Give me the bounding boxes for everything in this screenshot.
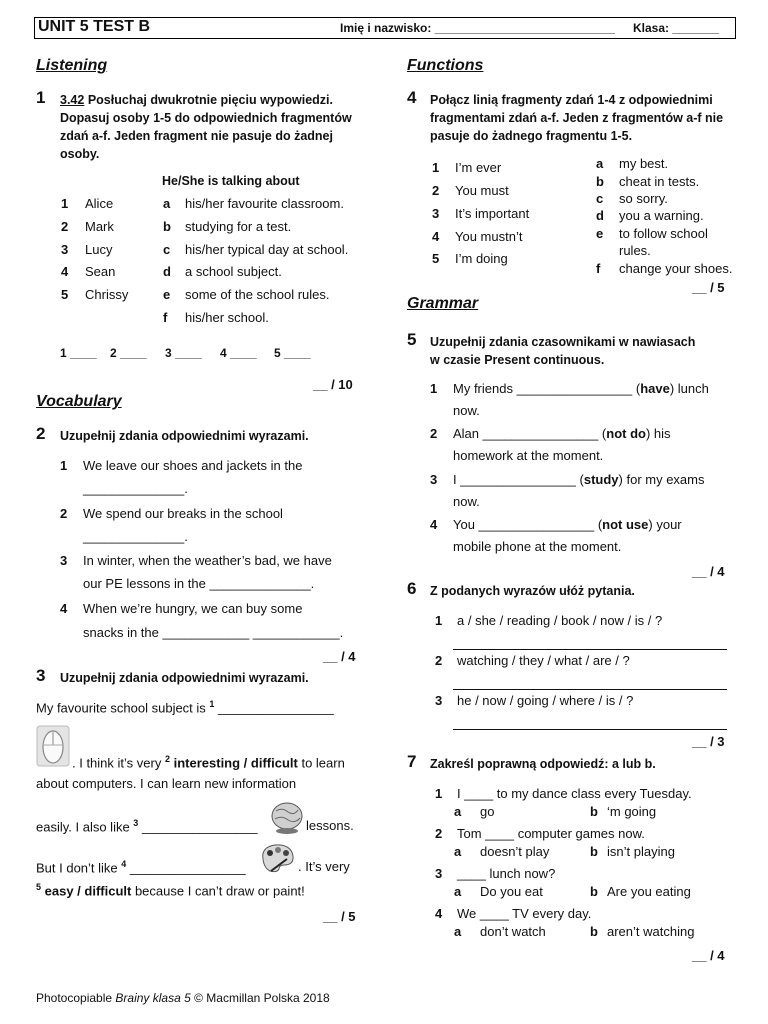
- option-text: a school subject.: [185, 264, 282, 279]
- computer-mouse-icon: [36, 725, 70, 767]
- gap-text: easily. I also like: [36, 819, 134, 835]
- option-letter-b: b: [590, 884, 598, 899]
- item-number: 3: [60, 553, 68, 568]
- option-a[interactable]: Do you eat: [480, 884, 543, 899]
- option-b[interactable]: aren’t watching: [607, 924, 695, 939]
- footer-book-title: Brainy klasa 5: [115, 991, 191, 1005]
- exercise-2-score: __ / 4: [323, 649, 356, 664]
- exercise-1-instruction: [60, 91, 360, 163]
- exercise-1-number: 1: [36, 88, 46, 107]
- person-name: Lucy: [85, 242, 113, 257]
- question-text: I ____ to my dance class every Tuesday.: [457, 786, 692, 801]
- sentence-line: When we’re hungry, we can buy some: [83, 601, 303, 616]
- gap-blank[interactable]: ________________: [141, 819, 258, 835]
- item-number: 2: [435, 826, 443, 841]
- footer-copyright: © Macmillan Polska 2018: [190, 991, 330, 1005]
- vocabulary-heading: Vocabulary: [36, 393, 122, 410]
- person-name: Sean: [85, 264, 116, 279]
- sentence-blank[interactable]: snacks in the ____________ ____________.: [83, 625, 344, 640]
- answer-blank[interactable]: 2 ____: [110, 346, 147, 360]
- verb-prompt: have: [640, 381, 670, 396]
- option-b[interactable]: ‘m going: [607, 804, 657, 819]
- question-text: We ____ TV every day.: [457, 906, 592, 921]
- person-number: 3: [61, 242, 69, 257]
- unit-title: UNIT 5 TEST B: [38, 18, 151, 35]
- gap-blank[interactable]: ________________: [218, 700, 334, 716]
- option-b[interactable]: isn’t playing: [607, 844, 675, 859]
- sentence-text: ) his: [645, 426, 671, 441]
- answer-line[interactable]: [453, 649, 727, 650]
- gap-text: . I think it’s very: [72, 755, 165, 771]
- exercise-5-instruction-line-1: Uzupełnij zdania czasownikami w nawiasach: [430, 335, 696, 349]
- option-letter: d: [163, 264, 171, 279]
- exercise-7-number: 7: [407, 752, 417, 771]
- gap-number: 5: [36, 882, 42, 892]
- exercise-5-score: __ / 4: [692, 564, 725, 579]
- option-letter-b: b: [590, 844, 598, 859]
- exercise-6-number: 6: [407, 579, 417, 598]
- option-text: some of the school rules.: [185, 287, 330, 302]
- person-name: Chrissy: [85, 287, 129, 302]
- item-number: 3: [435, 693, 443, 708]
- sentence-end: cheat in tests.: [619, 174, 700, 189]
- option-a[interactable]: doesn’t play: [480, 844, 550, 859]
- verb-sentence[interactable]: [453, 426, 671, 441]
- option-letter: e: [596, 226, 604, 241]
- sentence-text: mobile phone at the moment.: [453, 539, 622, 554]
- verb-sentence[interactable]: [453, 472, 705, 487]
- person-number: 2: [61, 219, 69, 234]
- verb-sentence[interactable]: [453, 517, 682, 532]
- sentence-text: ) your: [648, 517, 682, 532]
- class-field-label[interactable]: Klasa: _______: [633, 21, 720, 35]
- sentence-text: You ________________ (: [453, 517, 603, 532]
- gap-number: 4: [121, 859, 127, 869]
- answer-blank[interactable]: 5 ____: [274, 346, 311, 360]
- exercise-5-number: 5: [407, 330, 417, 349]
- header-box: [34, 17, 736, 39]
- gap-choice[interactable]: easy / difficult: [44, 883, 132, 899]
- footer: [36, 991, 330, 1005]
- sentence-text: I ________________ (: [453, 472, 584, 487]
- sentence-end: to follow school: [619, 226, 708, 241]
- listening-column-header: He/She is talking about: [162, 174, 300, 188]
- gap-number: 2: [164, 754, 170, 764]
- exercise-5-instruction-line-2: w czasie Present continuous.: [430, 353, 605, 367]
- option-text: studying for a test.: [185, 219, 292, 234]
- answer-blank[interactable]: 1 ____: [60, 346, 97, 360]
- option-letter-a: a: [454, 844, 462, 859]
- option-letter-a: a: [454, 884, 462, 899]
- exercise-3-instruction: Uzupełnij zdania odpowiednimi wyrazami.: [60, 671, 309, 685]
- gap-text-line-2: [72, 754, 345, 770]
- word-prompt: watching / they / what / are / ?: [457, 653, 630, 668]
- option-letter: f: [163, 310, 168, 325]
- option-letter: c: [163, 242, 171, 257]
- item-number: 5: [432, 251, 440, 266]
- gap-text: . It’s very: [298, 859, 350, 874]
- sentence-text: ) for my exams: [618, 472, 705, 487]
- listening-score: __ / 10: [313, 377, 353, 392]
- globe-icon: [268, 801, 306, 835]
- sentence-line: We leave our shoes and jackets in the: [83, 458, 303, 473]
- option-letter-a: a: [454, 804, 462, 819]
- gap-text-line-5: [36, 859, 246, 875]
- option-letter: f: [596, 261, 601, 276]
- listening-heading: Listening: [36, 57, 108, 74]
- gap-text-line-1: [36, 699, 334, 715]
- item-number: 2: [60, 506, 68, 521]
- word-prompt: he / now / going / where / is / ?: [457, 693, 634, 708]
- gap-text-line-4: [36, 818, 258, 834]
- verb-sentence[interactable]: [453, 381, 709, 396]
- gap-blank[interactable]: ________________: [129, 860, 246, 876]
- gap-number: 3: [133, 818, 139, 828]
- person-number: 1: [61, 196, 69, 211]
- item-number: 4: [435, 906, 443, 921]
- sentence-blank[interactable]: ______________.: [83, 481, 188, 496]
- name-field-label[interactable]: Imię i nazwisko: ___________________________: [340, 21, 615, 35]
- paint-palette-icon: [257, 841, 297, 875]
- option-a[interactable]: go: [480, 804, 495, 819]
- exercise-6-instruction: Z podanych wyrazów ułóż pytania.: [430, 584, 635, 598]
- sentence-text: ) lunch: [669, 381, 709, 396]
- option-letter: b: [596, 174, 604, 189]
- sentence-blank[interactable]: ______________.: [83, 529, 188, 544]
- option-letter: d: [596, 208, 604, 223]
- gap-choice[interactable]: interesting / difficult: [173, 755, 298, 771]
- item-number: 4: [430, 517, 438, 532]
- sentence-blank[interactable]: our PE lessons in the ______________.: [83, 576, 315, 591]
- item-number: 1: [435, 786, 443, 801]
- answer-line[interactable]: [453, 689, 727, 690]
- sentence-end: you a warning.: [619, 208, 704, 223]
- option-text: his/her typical day at school.: [185, 242, 349, 257]
- item-number: 2: [430, 426, 438, 441]
- word-prompt: a / she / reading / book / now / is / ?: [457, 613, 663, 628]
- option-letter: a: [163, 196, 171, 211]
- sentence-line: We spend our breaks in the school: [83, 506, 283, 521]
- sentence-text: now.: [453, 494, 480, 509]
- exercise-3-number: 3: [36, 666, 46, 685]
- option-a[interactable]: don’t watch: [480, 924, 546, 939]
- sentence-line: In winter, when the weather’s bad, we have: [83, 553, 332, 568]
- answer-line[interactable]: [453, 729, 727, 730]
- sentence-start: I’m ever: [455, 160, 502, 175]
- item-number: 1: [432, 160, 440, 175]
- exercise-4-number: 4: [407, 88, 417, 107]
- gap-text-line-6: [36, 882, 305, 898]
- person-number: 5: [61, 287, 69, 302]
- gap-text: because I can’t draw or paint!: [131, 883, 305, 899]
- item-number: 4: [432, 229, 440, 244]
- answer-blank[interactable]: 3 ____: [165, 346, 202, 360]
- sentence-start: You must: [455, 183, 509, 198]
- item-number: 2: [432, 183, 440, 198]
- answer-blank[interactable]: 4 ____: [220, 346, 257, 360]
- verb-prompt: not use: [602, 517, 649, 532]
- person-name: Mark: [85, 219, 114, 234]
- grammar-heading: Grammar: [407, 295, 479, 312]
- exercise-3-score: __ / 5: [323, 909, 356, 924]
- track-number: 3.42: [60, 93, 85, 107]
- gap-text: to learn: [297, 755, 345, 771]
- sentence-start: I’m doing: [455, 251, 508, 266]
- option-text: his/her school.: [185, 310, 269, 325]
- option-letter: b: [163, 219, 171, 234]
- person-number: 4: [61, 264, 69, 279]
- option-letter: e: [163, 287, 171, 302]
- verb-prompt: not do: [606, 426, 646, 441]
- item-number: 3: [432, 206, 440, 221]
- gap-text: lessons.: [306, 818, 354, 833]
- option-b[interactable]: Are you eating: [607, 884, 691, 899]
- gap-text: But I don’t like: [36, 860, 122, 876]
- item-number: 1: [430, 381, 438, 396]
- question-text: ____ lunch now?: [457, 866, 556, 881]
- exercise-6-score: __ / 3: [692, 734, 725, 749]
- option-text: his/her favourite classroom.: [185, 196, 344, 211]
- exercise-7-score: __ / 4: [692, 948, 725, 963]
- exercise-7-instruction: Zakreśl poprawną odpowiedź: a lub b.: [430, 757, 656, 771]
- sentence-end: my best.: [619, 156, 669, 171]
- exercise-2-number: 2: [36, 424, 46, 443]
- item-number: 3: [435, 866, 443, 881]
- exercise-4-instruction: Połącz linią fragmenty zdań 1-4 z odpowiednimi fragmentami zdań a-f. Jeden z fragmentów a-f nie pasuje do żadnego fragmentu 1-5.: [430, 93, 724, 143]
- person-name: Alice: [85, 196, 114, 211]
- sentence-text: My friends ________________ (: [453, 381, 641, 396]
- option-letter-b: b: [590, 804, 598, 819]
- footer-text: Photocopiable: [36, 991, 116, 1005]
- item-number: 3: [430, 472, 438, 487]
- sentence-text: now.: [453, 403, 480, 418]
- item-number: 1: [60, 458, 68, 473]
- sentence-text: Alan ________________ (: [453, 426, 607, 441]
- item-number: 2: [435, 653, 443, 668]
- sentence-text: homework at the moment.: [453, 448, 604, 463]
- sentence-end: so sorry.: [619, 191, 668, 206]
- sentence-start: You mustn’t: [455, 229, 523, 244]
- exercise-1-instruction-text: Posłuchaj dwukrotnie pięciu wypowiedzi. Dopasuj osoby 1-5 do odpowiednich fragmentów zdań a-f. Jeden fragment nie pasuje do żadnej osoby.: [60, 93, 352, 161]
- exercise-4-score: __ / 5: [692, 280, 725, 295]
- gap-text-line-3: about computers. I can learn new information: [36, 776, 297, 791]
- option-letter: c: [596, 191, 604, 206]
- exercise-2-instruction: Uzupełnij zdania odpowiednimi wyrazami.: [60, 429, 309, 443]
- option-letter-a: a: [454, 924, 462, 939]
- sentence-start: It’s important: [455, 206, 530, 221]
- question-text: Tom ____ computer games now.: [457, 826, 645, 841]
- sentence-end: change your shoes.: [619, 261, 733, 276]
- gap-text: My favourite school subject is: [36, 700, 210, 716]
- gap-number: 1: [209, 699, 215, 709]
- option-letter-b: b: [590, 924, 598, 939]
- item-number: 1: [435, 613, 443, 628]
- verb-prompt: study: [583, 472, 619, 487]
- functions-heading: Functions: [407, 57, 484, 74]
- item-number: 4: [60, 601, 68, 616]
- option-letter: a: [596, 156, 604, 171]
- sentence-end: rules.: [619, 243, 651, 258]
